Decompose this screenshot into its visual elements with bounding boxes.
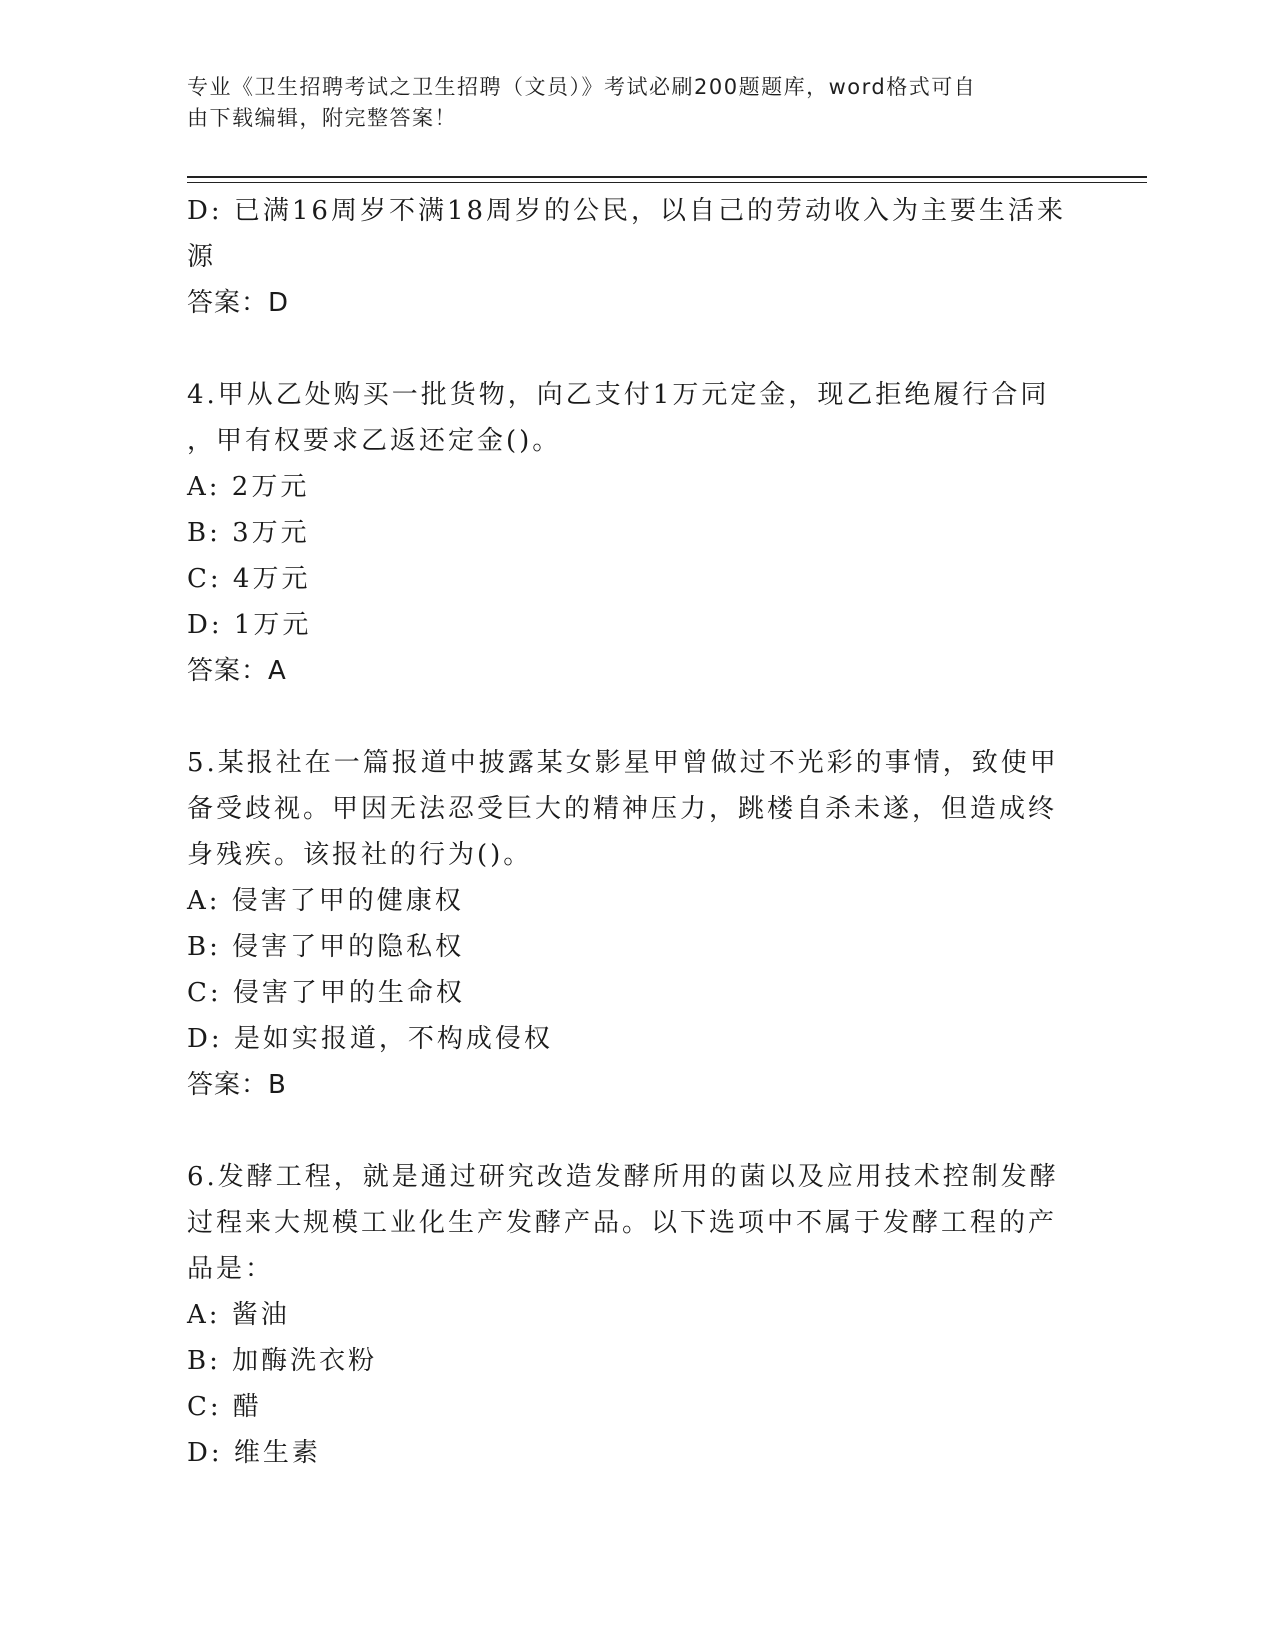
document-header [187, 72, 1067, 134]
option-d: D: 已满16周岁不满18周岁的公民，以自己的劳动收入为主要生活来 [187, 196, 1067, 226]
question-stem: 身残疾。该报社的行为()。 [187, 840, 533, 870]
header-line: 由下载编辑，附完整答案！ [187, 106, 457, 130]
option-c: C: 侵害了甲的生命权 [187, 978, 465, 1008]
question-stem: 6.发酵工程，就是通过研究改造发酵所用的菌以及应用技术控制发酵 [187, 1162, 1059, 1192]
option-c: C: 4万元 [187, 564, 311, 594]
question-stem: ，甲有权要求乙返还定金()。 [187, 426, 562, 456]
answer-label: 答案：B [187, 1070, 287, 1100]
document-body [187, 188, 1067, 1476]
option-a: A: 侵害了甲的健康权 [187, 886, 464, 916]
answer-label: 答案：D [187, 288, 290, 318]
question-6 [187, 1154, 1067, 1476]
option-b: B: 加酶洗衣粉 [187, 1346, 378, 1376]
option-d: D: 是如实报道，不构成侵权 [187, 1024, 553, 1054]
answer-label: 答案：A [187, 656, 287, 686]
spacer [187, 1108, 1067, 1154]
option-d: D: 1万元 [187, 610, 312, 640]
spacer [187, 326, 1067, 372]
question-stem: 品是： [187, 1254, 275, 1284]
header-rule-thin [187, 182, 1147, 183]
header-rule-thick [187, 176, 1147, 178]
option-d: D: 维生素 [187, 1438, 321, 1468]
question-stem: 过程来大规模工业化生产发酵产品。以下选项中不属于发酵工程的产 [187, 1208, 1058, 1238]
spacer [187, 694, 1067, 740]
option-c: C: 醋 [187, 1392, 262, 1422]
header-line: 专业《卫生招聘考试之卫生招聘（文员）》考试必刷200题题库，word格式可自 [187, 75, 977, 99]
option-b: B: 侵害了甲的隐私权 [187, 932, 465, 962]
question-stem: 备受歧视。甲因无法忍受巨大的精神压力，跳楼自杀未遂，但造成终 [187, 794, 1058, 824]
option-b: B: 3万元 [187, 518, 310, 548]
question-stem: 4.甲从乙处购买一批货物，向乙支付1万元定金，现乙拒绝履行合同 [187, 380, 1050, 410]
question-3 [187, 188, 1067, 326]
option-a: A: 酱油 [187, 1300, 290, 1330]
option-d-continued: 源 [187, 242, 217, 272]
question-5 [187, 740, 1067, 1108]
question-4 [187, 372, 1067, 694]
option-a: A: 2万元 [187, 472, 310, 502]
question-stem: 5.某报社在一篇报道中披露某女影星甲曾做过不光彩的事情，致使甲 [187, 748, 1059, 778]
